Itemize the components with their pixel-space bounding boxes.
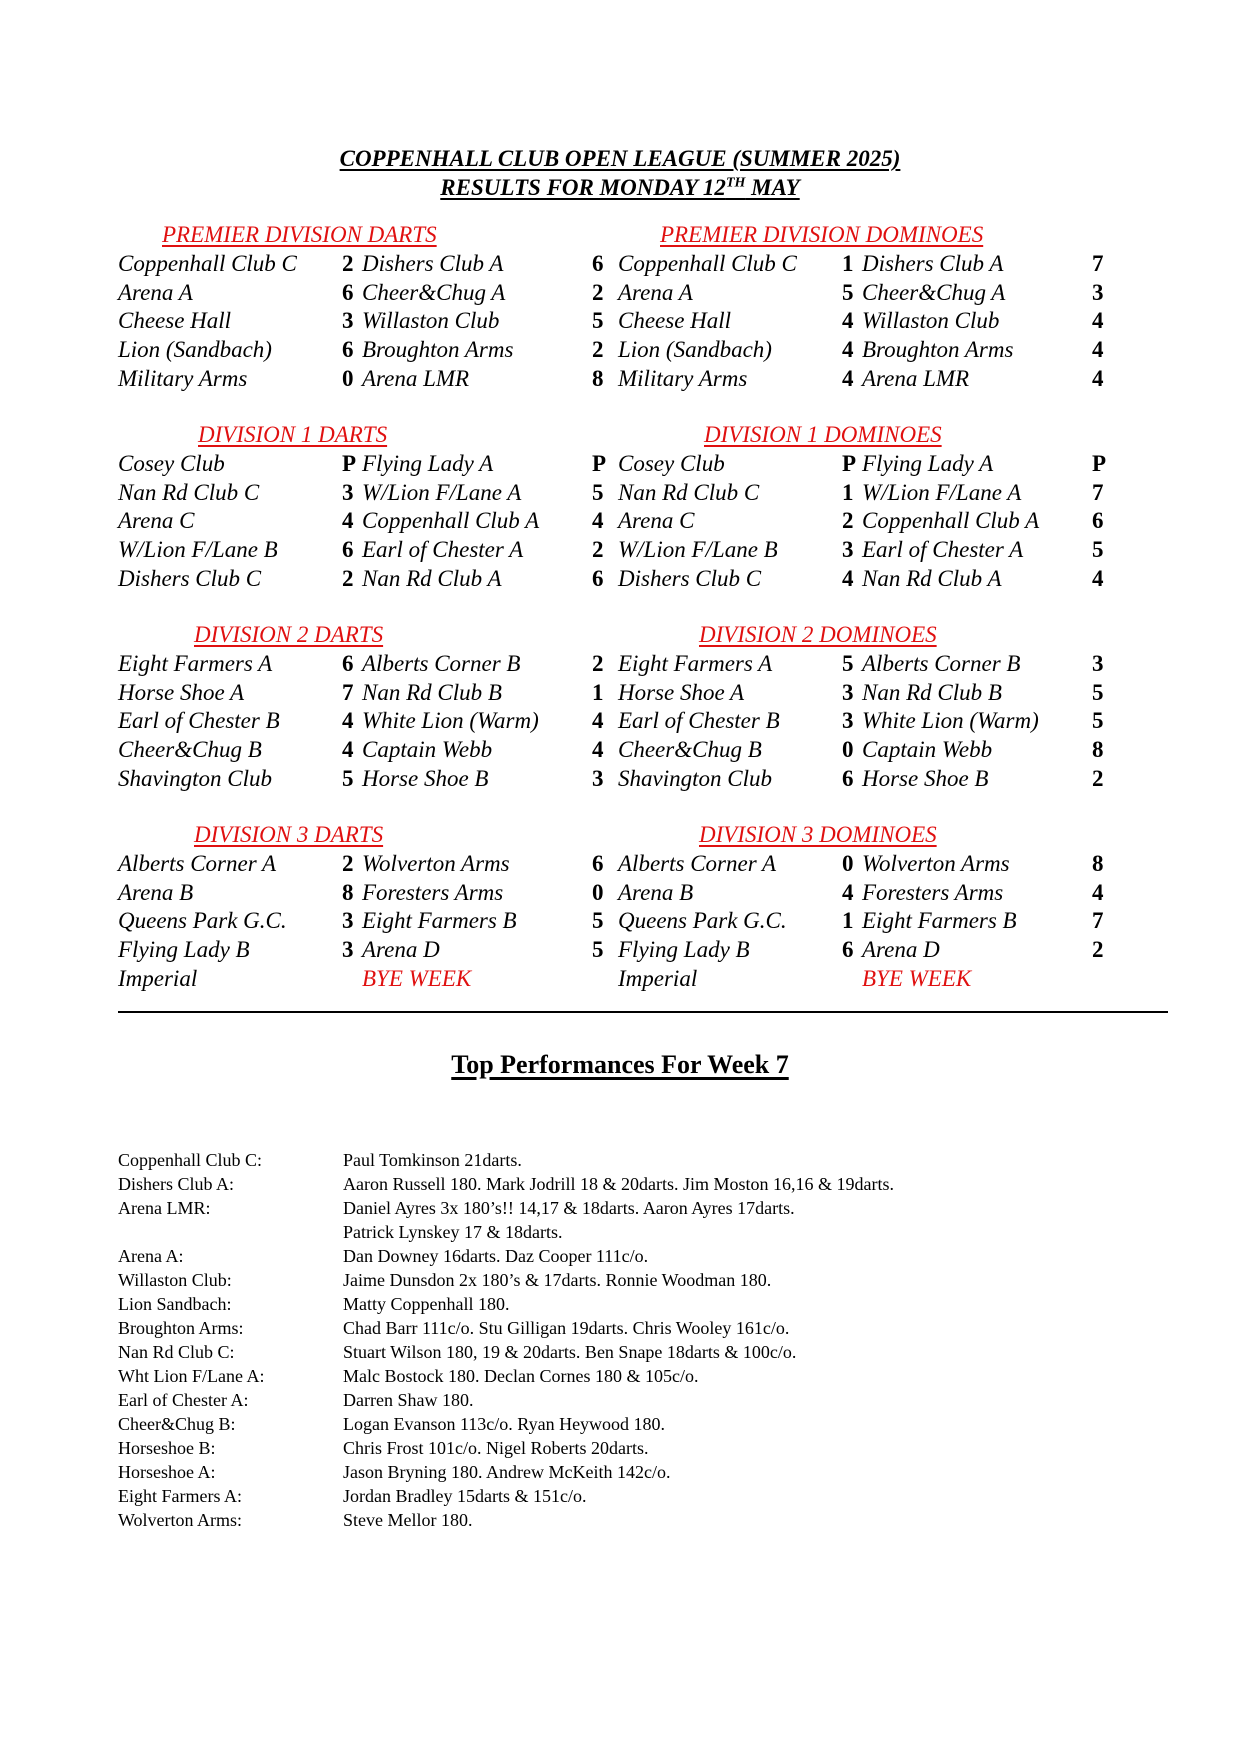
match-row — [618, 280, 1138, 309]
away-score: 6 — [592, 565, 604, 591]
match-row — [618, 480, 1138, 509]
performance-details: Malc Bostock 180. Declan Cornes 180 & 105c/o. — [343, 1366, 699, 1386]
home-team: Imperial — [118, 965, 198, 991]
home-team: Alberts Corner A — [618, 851, 777, 876]
performance-details: Jaime Dunsdon 2x 180’s & 17darts. Ronnie Woodman 180. — [343, 1270, 772, 1290]
home-score: 3 — [842, 537, 854, 563]
home-team: Imperial — [618, 965, 698, 991]
match-row — [118, 366, 638, 395]
away-team: Foresters Arms — [362, 879, 504, 905]
performance-row — [118, 1510, 1118, 1534]
home-team: Arena C — [618, 508, 695, 534]
home-score: 2 — [342, 851, 354, 876]
match-row — [118, 908, 638, 937]
home-score: 4 — [842, 879, 854, 905]
home-team: Arena C — [118, 508, 195, 534]
away-team: Eight Farmers B — [862, 908, 1017, 934]
away-team: W/Lion F/Lane A — [862, 479, 1022, 505]
home-score: 5 — [842, 651, 854, 676]
performance-details: Steve Mellor 180. — [343, 1510, 473, 1530]
performance-team: Wolverton Arms: — [118, 1510, 243, 1530]
performance-details: Jason Bryning 180. Andrew McKeith 142c/o. — [343, 1462, 671, 1482]
home-team: Earl of Chester B — [118, 708, 280, 734]
away-team: Dishers Club A — [862, 251, 1004, 276]
away-score: 1 — [592, 679, 604, 705]
performance-row — [118, 1174, 1118, 1198]
home-score: 6 — [342, 279, 354, 305]
home-score: 0 — [842, 737, 854, 763]
home-team: Cosey Club — [618, 451, 725, 476]
home-score: 0 — [342, 365, 354, 391]
home-team: Dishers Club C — [118, 565, 262, 591]
performance-details: Darren Shaw 180. — [343, 1390, 474, 1410]
away-team: Foresters Arms — [862, 879, 1004, 905]
home-score: P — [842, 451, 857, 476]
home-team: Eight Farmers A — [618, 651, 773, 676]
away-score: 7 — [1092, 908, 1104, 934]
away-score: 7 — [1092, 251, 1104, 276]
performance-details: Jordan Bradley 15darts & 151c/o. — [343, 1486, 587, 1506]
home-score: 5 — [842, 279, 854, 305]
section-heading: PREMIER DIVISION DOMINOES — [660, 222, 984, 247]
away-team: Arena LMR — [862, 365, 970, 391]
home-score: 7 — [342, 679, 354, 705]
home-team: Cheese Hall — [118, 308, 232, 334]
away-score: P — [1092, 451, 1107, 476]
performance-details: Matty Coppenhall 180. — [343, 1294, 510, 1314]
match-row — [118, 251, 638, 280]
away-score: 5 — [1092, 537, 1104, 563]
performance-team: Nan Rd Club C: — [118, 1342, 235, 1362]
performance-row — [118, 1222, 1118, 1246]
page-title-line1: COPPENHALL CLUB OPEN LEAGUE (SUMMER 2025) — [339, 146, 901, 171]
away-score: 5 — [1092, 679, 1104, 705]
home-score: 2 — [842, 508, 854, 534]
home-score: 5 — [342, 765, 354, 791]
performance-row — [118, 1150, 1118, 1174]
match-row — [618, 566, 1138, 595]
home-team: Cheer&Chug B — [618, 737, 762, 763]
home-score: 1 — [842, 251, 854, 276]
performance-team: Horseshoe A: — [118, 1462, 216, 1482]
horizontal-divider — [118, 1011, 1168, 1013]
away-score: 6 — [592, 851, 604, 876]
match-row — [618, 651, 1138, 680]
home-team: Cheese Hall — [618, 308, 732, 334]
performance-team: Earl of Chester A: — [118, 1390, 249, 1410]
away-score: 4 — [1092, 308, 1104, 334]
performance-team: Dishers Club A: — [118, 1174, 235, 1194]
home-score: 2 — [342, 565, 354, 591]
performance-team: Wht Lion F/Lane A: — [118, 1366, 265, 1386]
home-team: Coppenhall Club C — [118, 251, 297, 276]
away-score: 2 — [1092, 765, 1104, 791]
performance-team: Horseshoe B: — [118, 1438, 216, 1458]
away-score: 8 — [1092, 851, 1104, 876]
home-score: 3 — [342, 937, 354, 963]
match-row — [118, 937, 638, 966]
home-score: 3 — [342, 908, 354, 934]
performance-row — [118, 1366, 1118, 1390]
home-team: Cosey Club — [118, 451, 225, 476]
match-row — [618, 366, 1138, 395]
away-score: 8 — [1092, 737, 1104, 763]
performance-team: Broughton Arms: — [118, 1318, 244, 1338]
away-score: 2 — [592, 537, 604, 563]
performance-details: Dan Downey 16darts. Daz Cooper 111c/o. — [343, 1246, 649, 1266]
home-score: 3 — [342, 479, 354, 505]
performance-details: Chris Frost 101c/o. Nigel Roberts 20darts. — [343, 1438, 649, 1458]
away-team: Eight Farmers B — [362, 908, 517, 934]
away-team: White Lion (Warm) — [862, 708, 1039, 734]
away-team: Dishers Club A — [362, 251, 504, 276]
home-team: Queens Park G.C. — [618, 908, 787, 934]
home-team: Cheer&Chug B — [118, 737, 262, 763]
home-score: 2 — [342, 251, 354, 276]
home-score: 3 — [842, 679, 854, 705]
away-team: Willaston Club — [862, 308, 1000, 334]
away-score: 3 — [1092, 279, 1104, 305]
match-row — [118, 451, 638, 480]
match-row — [618, 680, 1138, 709]
performance-team: Arena LMR: — [118, 1198, 211, 1218]
match-row — [118, 651, 638, 680]
home-team: Arena B — [118, 879, 194, 905]
home-team: W/Lion F/Lane B — [118, 537, 278, 563]
away-team: Nan Rd Club A — [362, 565, 502, 591]
home-team: Arena A — [118, 279, 193, 305]
performance-team: Lion Sandbach: — [118, 1294, 232, 1314]
away-team: Wolverton Arms — [362, 851, 510, 876]
home-score: 4 — [842, 337, 854, 363]
home-score: 6 — [842, 937, 854, 963]
performance-team: Arena A: — [118, 1246, 184, 1266]
page-title-line2 — [0, 175, 1240, 201]
home-team: Earl of Chester B — [618, 708, 780, 734]
performance-details: Paul Tomkinson 21darts. — [343, 1150, 522, 1170]
home-team: Eight Farmers A — [118, 651, 273, 676]
away-score: 4 — [1092, 565, 1104, 591]
match-row — [118, 966, 638, 995]
away-score: 0 — [592, 879, 604, 905]
home-score: 6 — [342, 337, 354, 363]
performance-details: Logan Evanson 113c/o. Ryan Heywood 180. — [343, 1414, 666, 1434]
away-score: 2 — [592, 651, 604, 676]
match-row — [618, 337, 1138, 366]
away-score: 3 — [592, 765, 604, 791]
title-date-ordinal: TH — [725, 175, 746, 191]
section-heading: DIVISION 1 DOMINOES — [704, 422, 942, 447]
away-team: Alberts Corner B — [862, 651, 1021, 676]
match-row — [118, 308, 638, 337]
performance-row — [118, 1438, 1118, 1462]
match-row — [618, 308, 1138, 337]
match-row — [118, 566, 638, 595]
home-score: 3 — [342, 308, 354, 334]
match-row — [618, 708, 1138, 737]
away-team: Nan Rd Club B — [862, 679, 1002, 705]
away-team: Arena D — [362, 937, 440, 963]
away-team: Captain Webb — [362, 737, 493, 763]
home-team: Shavington Club — [618, 765, 772, 791]
home-score: 4 — [842, 565, 854, 591]
away-score: 2 — [592, 279, 604, 305]
home-team: Queens Park G.C. — [118, 908, 287, 934]
section-heading: DIVISION 2 DOMINOES — [699, 622, 937, 647]
match-row — [618, 451, 1138, 480]
home-score: 4 — [842, 308, 854, 334]
match-row — [618, 737, 1138, 766]
performances-title: Top Performances For Week 7 — [451, 1050, 789, 1079]
away-team: Cheer&Chug A — [362, 279, 506, 305]
home-team: Lion (Sandbach) — [118, 337, 272, 363]
away-score: 2 — [592, 337, 604, 363]
performance-row — [118, 1462, 1118, 1486]
match-row — [118, 480, 638, 509]
section-heading: DIVISION 3 DOMINOES — [699, 822, 937, 847]
away-score: 4 — [592, 737, 604, 763]
away-team: W/Lion F/Lane A — [362, 479, 522, 505]
performance-details: Stuart Wilson 180, 19 & 20darts. Ben Snape 18darts & 100c/o. — [343, 1342, 797, 1362]
home-team: Dishers Club C — [618, 565, 762, 591]
away-team: Nan Rd Club B — [362, 679, 502, 705]
performance-row — [118, 1414, 1118, 1438]
section-heading: DIVISION 1 DARTS — [198, 422, 388, 447]
performance-team: Coppenhall Club C: — [118, 1150, 262, 1170]
performance-row — [118, 1270, 1118, 1294]
match-row — [618, 880, 1138, 909]
match-row — [618, 937, 1138, 966]
home-score: 4 — [342, 708, 354, 734]
performance-row — [118, 1198, 1118, 1222]
away-team: Horse Shoe B — [362, 765, 489, 791]
away-team: Earl of Chester A — [862, 537, 1024, 563]
performance-details: Daniel Ayres 3x 180’s!! 14,17 & 18darts. Aaron Ayres 17darts. — [343, 1198, 795, 1218]
away-score: 5 — [592, 937, 604, 963]
match-row — [118, 766, 638, 795]
home-team: Military Arms — [118, 365, 248, 391]
match-row — [118, 851, 638, 880]
away-team: Captain Webb — [862, 737, 993, 763]
away-team: Arena D — [862, 937, 940, 963]
performance-details: Chad Barr 111c/o. Stu Gilligan 19darts. Chris Wooley 161c/o. — [343, 1318, 790, 1338]
home-team: Arena A — [618, 279, 693, 305]
match-row — [118, 508, 638, 537]
match-row — [618, 908, 1138, 937]
home-team: Coppenhall Club C — [618, 251, 797, 276]
away-team: Alberts Corner B — [362, 651, 521, 676]
away-score: 4 — [1092, 337, 1104, 363]
match-row — [618, 537, 1138, 566]
away-team: Nan Rd Club A — [862, 565, 1002, 591]
home-team: Nan Rd Club C — [118, 479, 260, 505]
title-date-suffix: MAY — [745, 175, 800, 200]
away-score: 4 — [592, 708, 604, 734]
home-score: 3 — [842, 708, 854, 734]
home-team: Alberts Corner A — [118, 851, 277, 876]
away-team: Horse Shoe B — [862, 765, 989, 791]
title-date-prefix: RESULTS FOR MONDAY 12 — [440, 175, 726, 200]
away-team: Arena LMR — [362, 365, 470, 391]
away-team: Earl of Chester A — [362, 537, 524, 563]
performance-row — [118, 1318, 1118, 1342]
away-score: 5 — [592, 908, 604, 934]
home-score: 6 — [842, 765, 854, 791]
performance-row — [118, 1486, 1118, 1510]
home-team: Flying Lady B — [118, 937, 250, 963]
home-team: Horse Shoe A — [118, 679, 245, 705]
performance-row — [118, 1390, 1118, 1414]
away-score: 6 — [592, 251, 604, 276]
performance-row — [118, 1342, 1118, 1366]
home-team: Horse Shoe A — [618, 679, 745, 705]
performance-team: Willaston Club: — [118, 1270, 232, 1290]
bye-week-label: BYE WEEK — [362, 965, 472, 991]
away-team: White Lion (Warm) — [362, 708, 539, 734]
away-team: Flying Lady A — [362, 451, 494, 476]
match-row — [618, 851, 1138, 880]
away-score: 3 — [1092, 651, 1104, 676]
performance-team: Cheer&Chug B: — [118, 1414, 236, 1434]
home-score: 8 — [342, 879, 354, 905]
match-row — [118, 737, 638, 766]
bye-week-label: BYE WEEK — [862, 965, 972, 991]
home-team: Flying Lady B — [618, 937, 750, 963]
away-team: Broughton Arms — [362, 337, 514, 363]
away-score: P — [592, 451, 607, 476]
away-team: Flying Lady A — [862, 451, 994, 476]
away-score: 5 — [592, 479, 604, 505]
section-heading: PREMIER DIVISION DARTS — [162, 222, 437, 247]
away-team: Broughton Arms — [862, 337, 1014, 363]
match-row — [118, 337, 638, 366]
section-heading: DIVISION 2 DARTS — [194, 622, 384, 647]
away-score: 4 — [1092, 879, 1104, 905]
away-score: 6 — [1092, 508, 1104, 534]
performance-team: Eight Farmers A: — [118, 1486, 242, 1506]
match-row — [618, 508, 1138, 537]
away-score: 2 — [1092, 937, 1104, 963]
away-score: 4 — [592, 508, 604, 534]
home-score: 6 — [342, 537, 354, 563]
home-team: Military Arms — [618, 365, 748, 391]
away-score: 8 — [592, 365, 604, 391]
away-team: Cheer&Chug A — [862, 279, 1006, 305]
home-score: 1 — [842, 908, 854, 934]
away-score: 7 — [1092, 479, 1104, 505]
away-score: 5 — [592, 308, 604, 334]
match-row — [118, 880, 638, 909]
home-score: 1 — [842, 479, 854, 505]
match-row — [118, 708, 638, 737]
performance-row — [118, 1294, 1118, 1318]
home-team: W/Lion F/Lane B — [618, 537, 778, 563]
home-score: 4 — [842, 365, 854, 391]
away-score: 5 — [1092, 708, 1104, 734]
away-team: Wolverton Arms — [862, 851, 1010, 876]
home-score: 0 — [842, 851, 854, 876]
away-team: Coppenhall Club A — [862, 508, 1040, 534]
home-score: 4 — [342, 737, 354, 763]
match-row — [118, 537, 638, 566]
performances-list — [118, 1150, 1118, 1534]
match-row — [618, 966, 1138, 995]
match-row — [618, 766, 1138, 795]
home-team: Lion (Sandbach) — [618, 337, 772, 363]
home-score: P — [342, 451, 357, 476]
away-team: Willaston Club — [362, 308, 500, 334]
match-row — [118, 280, 638, 309]
section-heading: DIVISION 3 DARTS — [194, 822, 384, 847]
performance-details: Aaron Russell 180. Mark Jodrill 18 & 20darts. Jim Moston 16,16 & 19darts. — [343, 1174, 894, 1194]
home-team: Arena B — [618, 879, 694, 905]
away-score: 4 — [1092, 365, 1104, 391]
performance-details: Patrick Lynskey 17 & 18darts. — [343, 1222, 563, 1242]
home-score: 4 — [342, 508, 354, 534]
away-team: Coppenhall Club A — [362, 508, 540, 534]
home-team: Nan Rd Club C — [618, 479, 760, 505]
home-team: Shavington Club — [118, 765, 272, 791]
match-row — [118, 680, 638, 709]
performance-row — [118, 1246, 1118, 1270]
match-row — [618, 251, 1138, 280]
home-score: 6 — [342, 651, 354, 676]
